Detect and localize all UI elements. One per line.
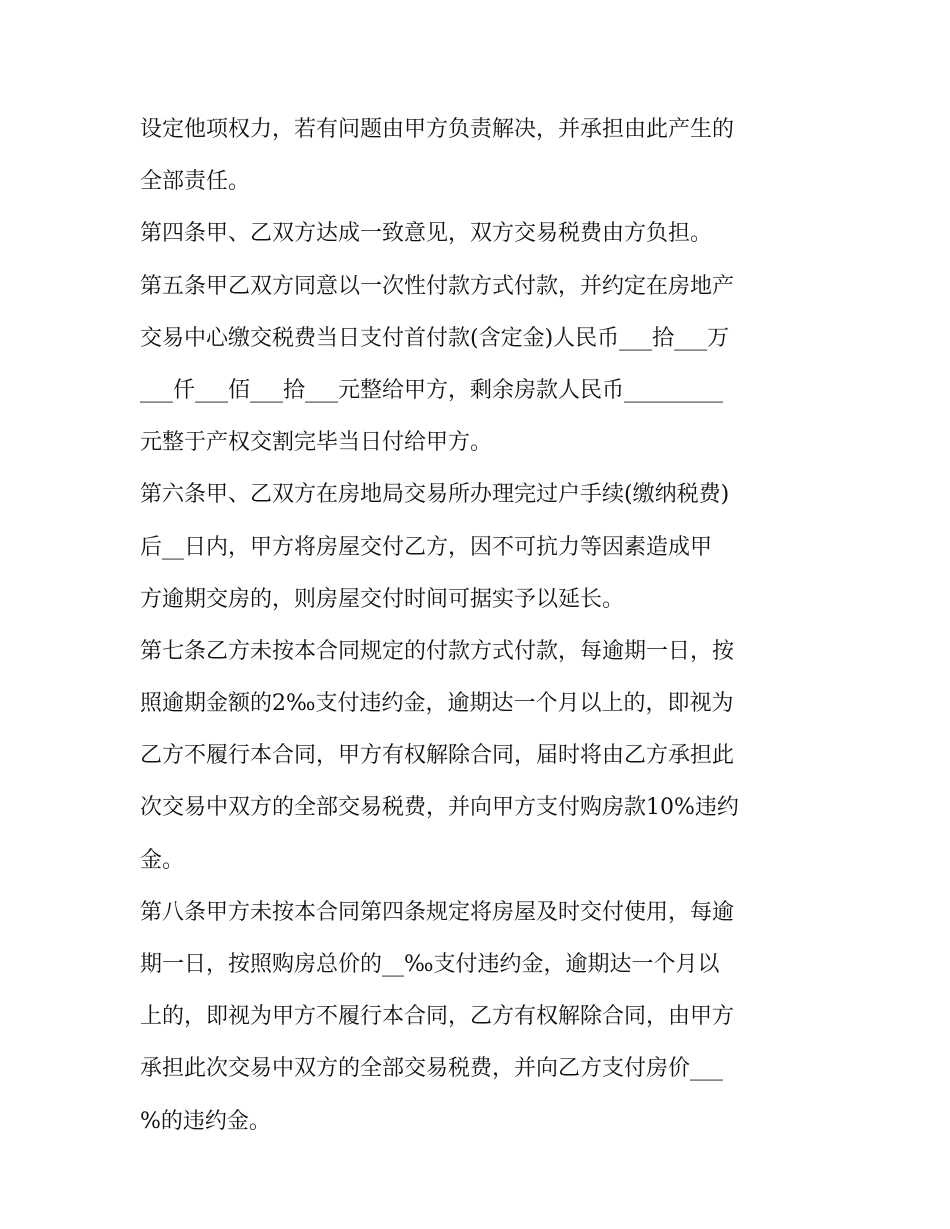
text-line: 次交易中双方的全部交易税费，并向甲方支付购房款10%违约 xyxy=(140,795,739,821)
text-line: 第四条甲、乙双方达成一致意见，双方交易税费由方负担。 xyxy=(140,221,713,247)
text-line: 照逾期金额的2‰支付违约金，逾期达一个月以上的，即视为 xyxy=(140,691,734,717)
text-line: 全部责任。 xyxy=(140,169,251,195)
text-line: %的违约金。 xyxy=(140,1108,271,1134)
text-line: ___仟___佰___拾___元整给甲方，剩余房款人民币_________ xyxy=(140,377,724,403)
text-line: 第七条乙方未按本合同规定的付款方式付款，每逾期一日，按 xyxy=(140,638,735,664)
text-line: 第五条甲乙双方同意以一次性付款方式付款，并约定在房地产 xyxy=(140,273,735,299)
text-line: 上的，即视为甲方不履行本合同，乙方有权解除合同，由甲方 xyxy=(140,1004,735,1030)
text-line: 方逾期交房的，则房屋交付时间可据实予以延长。 xyxy=(140,586,625,612)
text-line: 设定他项权力，若有问题由甲方负责解决，并承担由此产生的 xyxy=(140,117,735,142)
contract-body xyxy=(140,104,820,1148)
text-line: 乙方不履行本合同，甲方有权解除合同，届时将由乙方承担此 xyxy=(140,743,735,769)
text-line: 第八条甲方未按本合同第四条规定将房屋及时交付使用，每逾 xyxy=(140,899,735,925)
text-line: 期一日，按照购房总价的__‰支付违约金，逾期达一个月以 xyxy=(140,952,720,977)
text-line: 后__日内，甲方将房屋交付乙方，因不可抗力等因素造成甲 xyxy=(140,534,713,560)
text-line: 金。 xyxy=(140,847,185,873)
text-line: 元整于产权交割完毕当日付给甲方。 xyxy=(140,430,493,456)
text-line: 第六条甲、乙双方在房地局交易所办理完过户手续(缴纳税费) xyxy=(140,482,730,508)
text-line: 交易中心缴交税费当日支付首付款(含定金)人民币___拾___万 xyxy=(140,325,730,351)
text-line: 承担此次交易中双方的全部交易税费，并向乙方支付房价___ xyxy=(140,1056,724,1082)
